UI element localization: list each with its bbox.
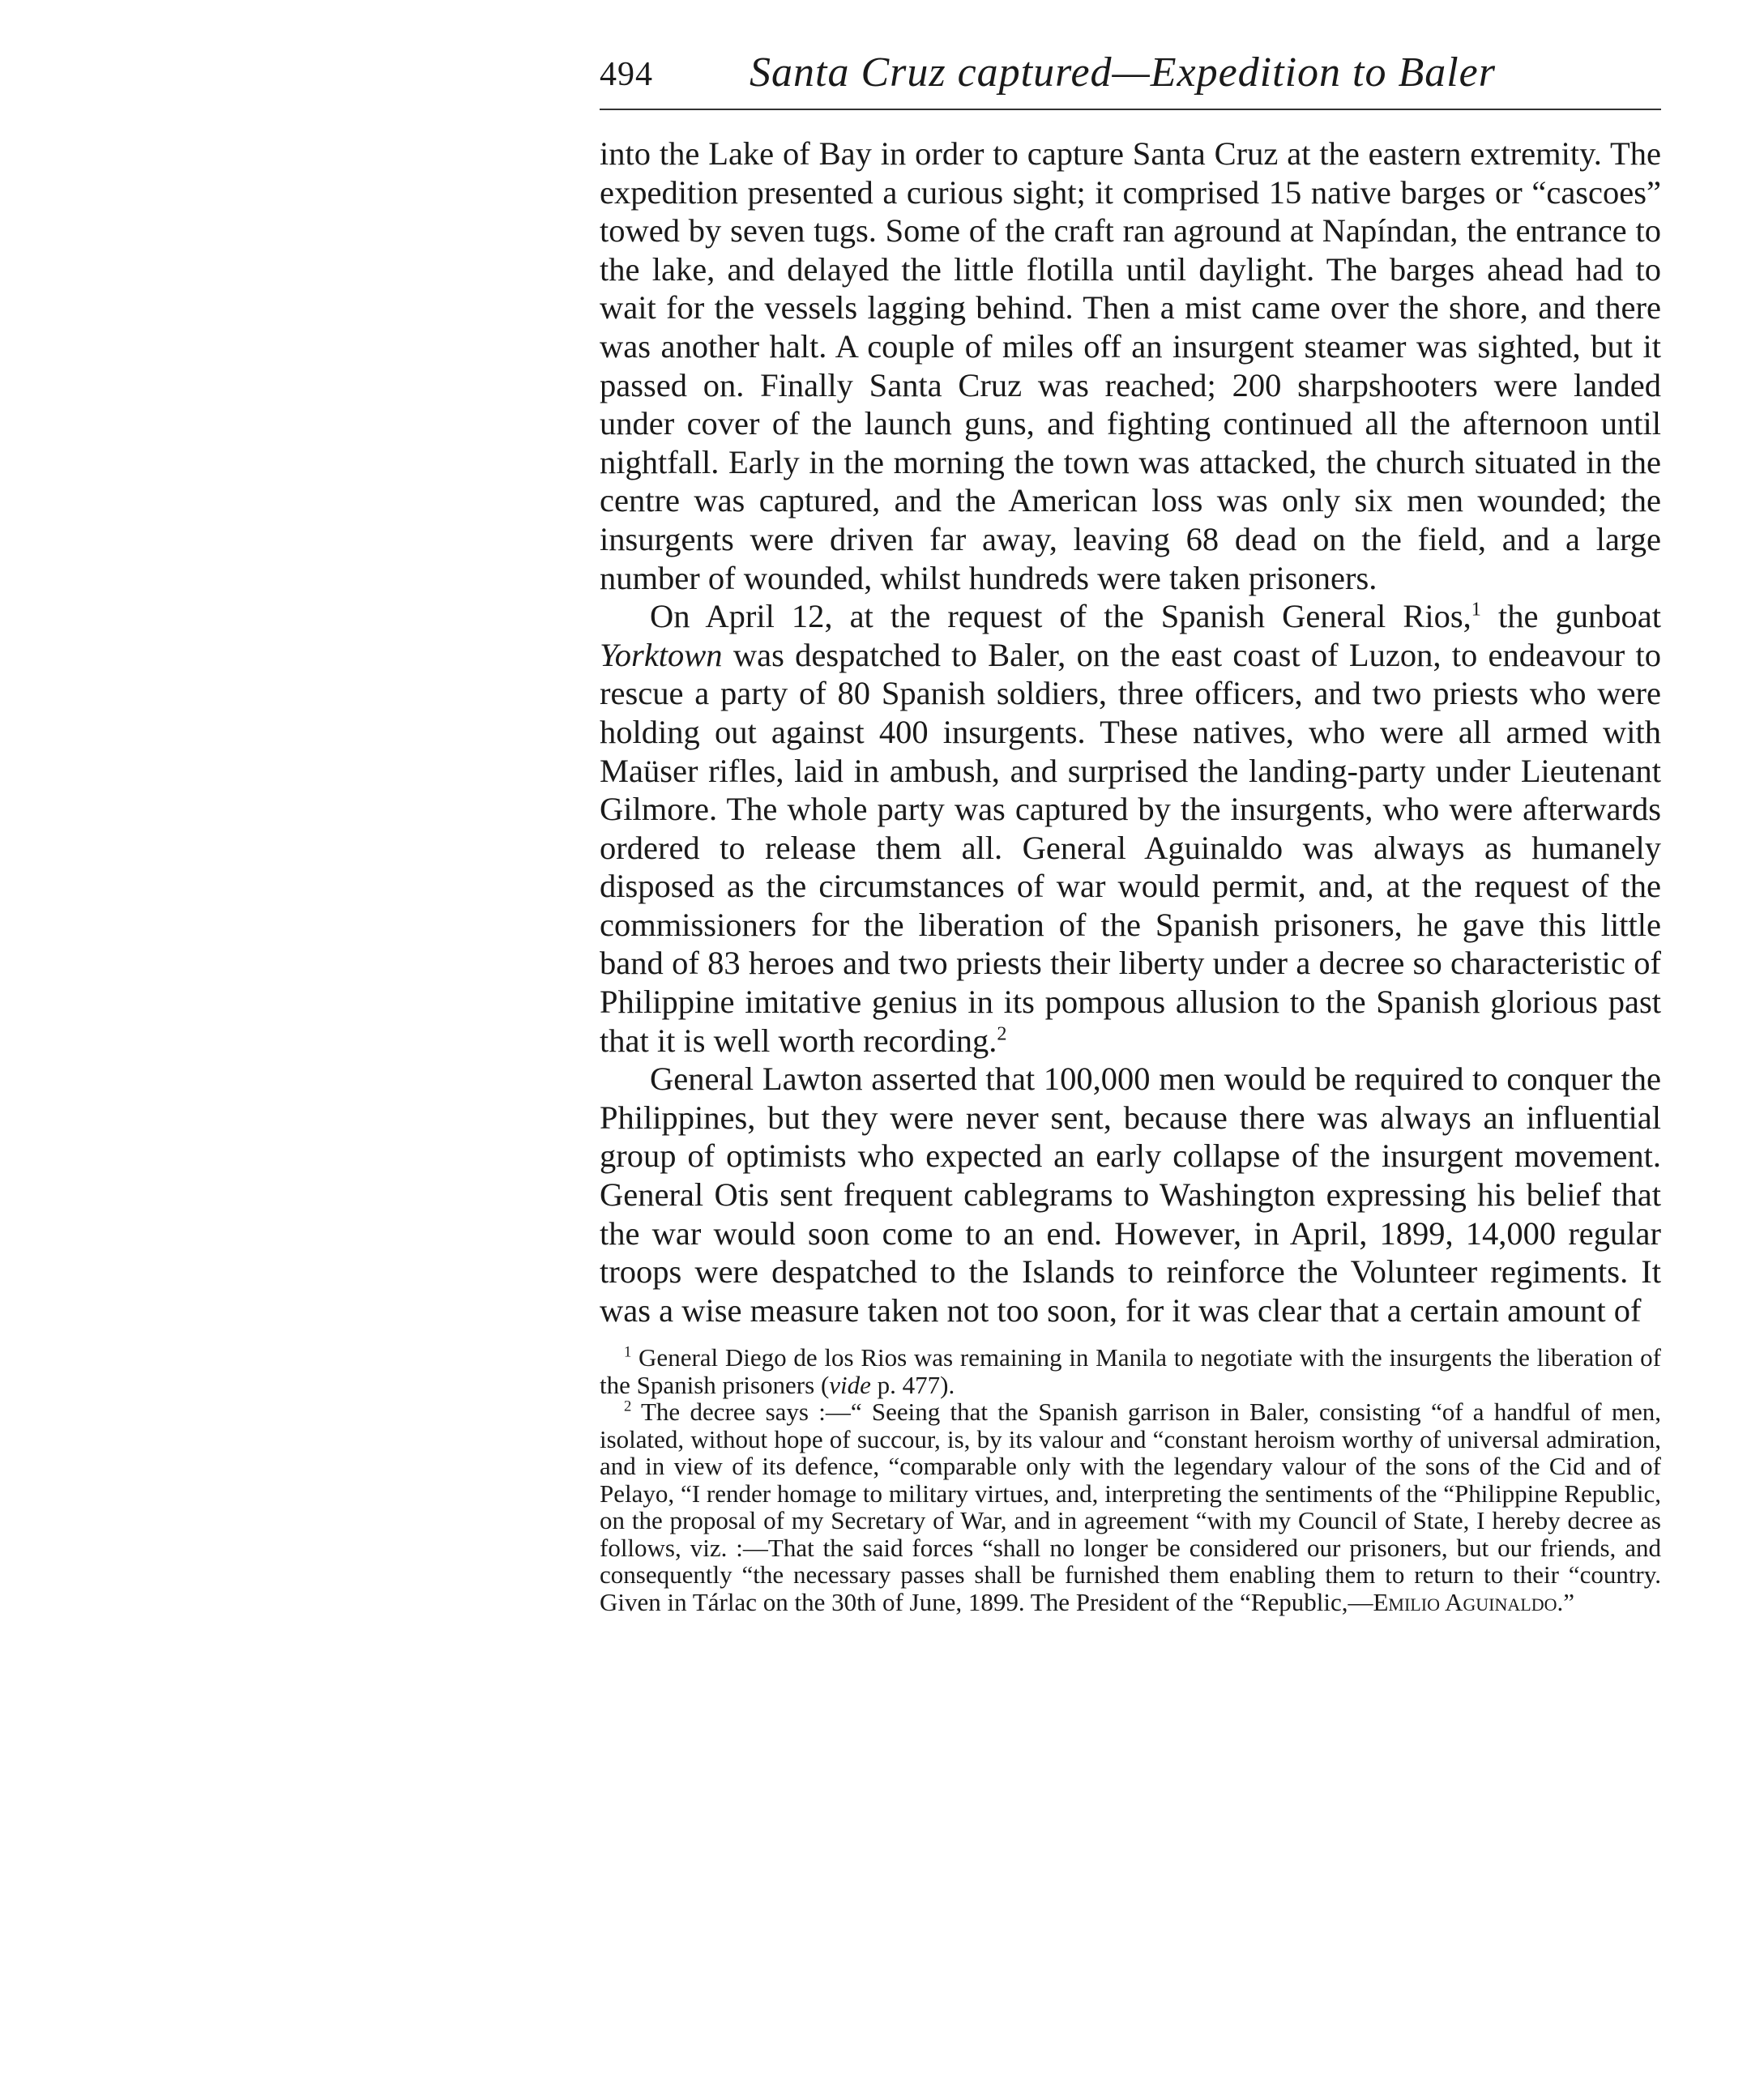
book-page xyxy=(600,49,1661,1615)
footnote-2-end: .” xyxy=(1557,1587,1574,1616)
footnote-1-mark: 1 xyxy=(624,1344,632,1362)
footnote-2-signature: Emilio Aguinaldo xyxy=(1373,1587,1557,1616)
footnotes xyxy=(600,1344,1661,1615)
running-header xyxy=(600,49,1661,110)
footnote-2-mark: 2 xyxy=(624,1398,632,1416)
footnote-2 xyxy=(600,1398,1661,1615)
footnote-1 xyxy=(600,1344,1661,1398)
paragraph-2-part-b: the gunboat xyxy=(1480,598,1661,635)
main-text xyxy=(600,134,1661,1329)
ship-name: Yorktown xyxy=(600,636,723,673)
paragraph-3: General Lawton asserted that 100,000 men would be required to conquer the Philippines, but they were never sent, because there was always an influential group of optimists who expected an early collapse of the insurgent movement. General Otis sent frequent cablegrams to Washington expressing his belief that the war would soon come to an end. However, in April, 1899, 14,000 regular troops were despatched to the Islands to reinforce the Volunteer regiments. It was a wise measure taken not too soon, for it was clear that a certain amount of xyxy=(600,1060,1661,1329)
footnote-1-text-b: p. 477). xyxy=(870,1370,955,1399)
footnote-1-text-a: General Diego de los Rios was remaining in Manila to negotiate with the insurgents the liberation of the Spanish prisoners ( xyxy=(600,1343,1661,1399)
footnote-1-vide: vide xyxy=(829,1370,871,1399)
page-number: 494 xyxy=(600,56,653,93)
paragraph-2-part-c: was despatched to Baler, on the east coast of Luzon, to endeavour to rescue a party of 80 Spanish soldiers, three officers, and two priests who were holding out against 400 insurgents. These natives, who were all armed with Maüser rifles, laid in ambush, and surprised the landing-party under Lieutenant Gilmore. The whole party was captured by the insurgents, who were afterwards ordered to release them all. General Aguinaldo was always as humanely disposed as the circumstances of war would permit, and, at the request of the commissioners for the liberation of the Spanish prisoners, he gave this little band of 83 heroes and two priests their liberty under a decree so characteristic of Philippine imitative genius in its pompous allusion to the Spanish glorious past that it is well worth recording. xyxy=(600,636,1661,1059)
paragraph-2 xyxy=(600,597,1661,1060)
footnote-ref-1: 1 xyxy=(1471,598,1481,621)
running-title: Santa Cruz captured—Expedition to Baler xyxy=(750,49,1496,96)
footnote-ref-2: 2 xyxy=(997,1022,1007,1045)
footnote-2-text: The decree says :—“ Seeing that the Spanish garrison in Baler, consisting “of a handful of men, isolated, without hope of succour, is, by its valour and “constant heroism worthy of universal admiration, and in view of its defence, “comparable only with the legendary valour of the sons of the Cid and of Pelayo, “I render homage to military virtues, and, interpreting the sentiments of the “Philippine Republic, on the proposal of my Secretary of War, and in agreement “with my Council of State, I hereby decree as follows, viz. :—That the said forces “shall no longer be considered our prisoners, but our friends, and consequently “the necessary passes shall be furnished them enabling them to return to their “country. Given in Tárlac on the 30th of June, 1899. The President of the “Republic,— xyxy=(600,1398,1661,1616)
paragraph-1: into the Lake of Bay in order to capture Santa Cruz at the eastern extremity. The expedition presented a curious sight; it comprised 15 native barges or “cascoes” towed by seven tugs. Some of the craft ran aground at Napíndan, the entrance to the lake, and delayed the little flotilla until daylight. The barges ahead had to wait for the vessels lagging behind. Then a mist came over the shore, and there was another halt. A couple of miles off an insurgent steamer was sighted, but it passed on. Finally Santa Cruz was reached; 200 sharpshooters were landed under cover of the launch guns, and fighting continued all the afternoon until nightfall. Early in the morning the town was attacked, the church situated in the centre was captured, and the American loss was only six men wounded; the insurgents were driven far away, leaving 68 dead on the field, and a large number of wounded, whilst hundreds were taken prisoners. xyxy=(600,135,1661,596)
paragraph-2-part-a: On April 12, at the request of the Spanish General Rios, xyxy=(650,598,1471,635)
